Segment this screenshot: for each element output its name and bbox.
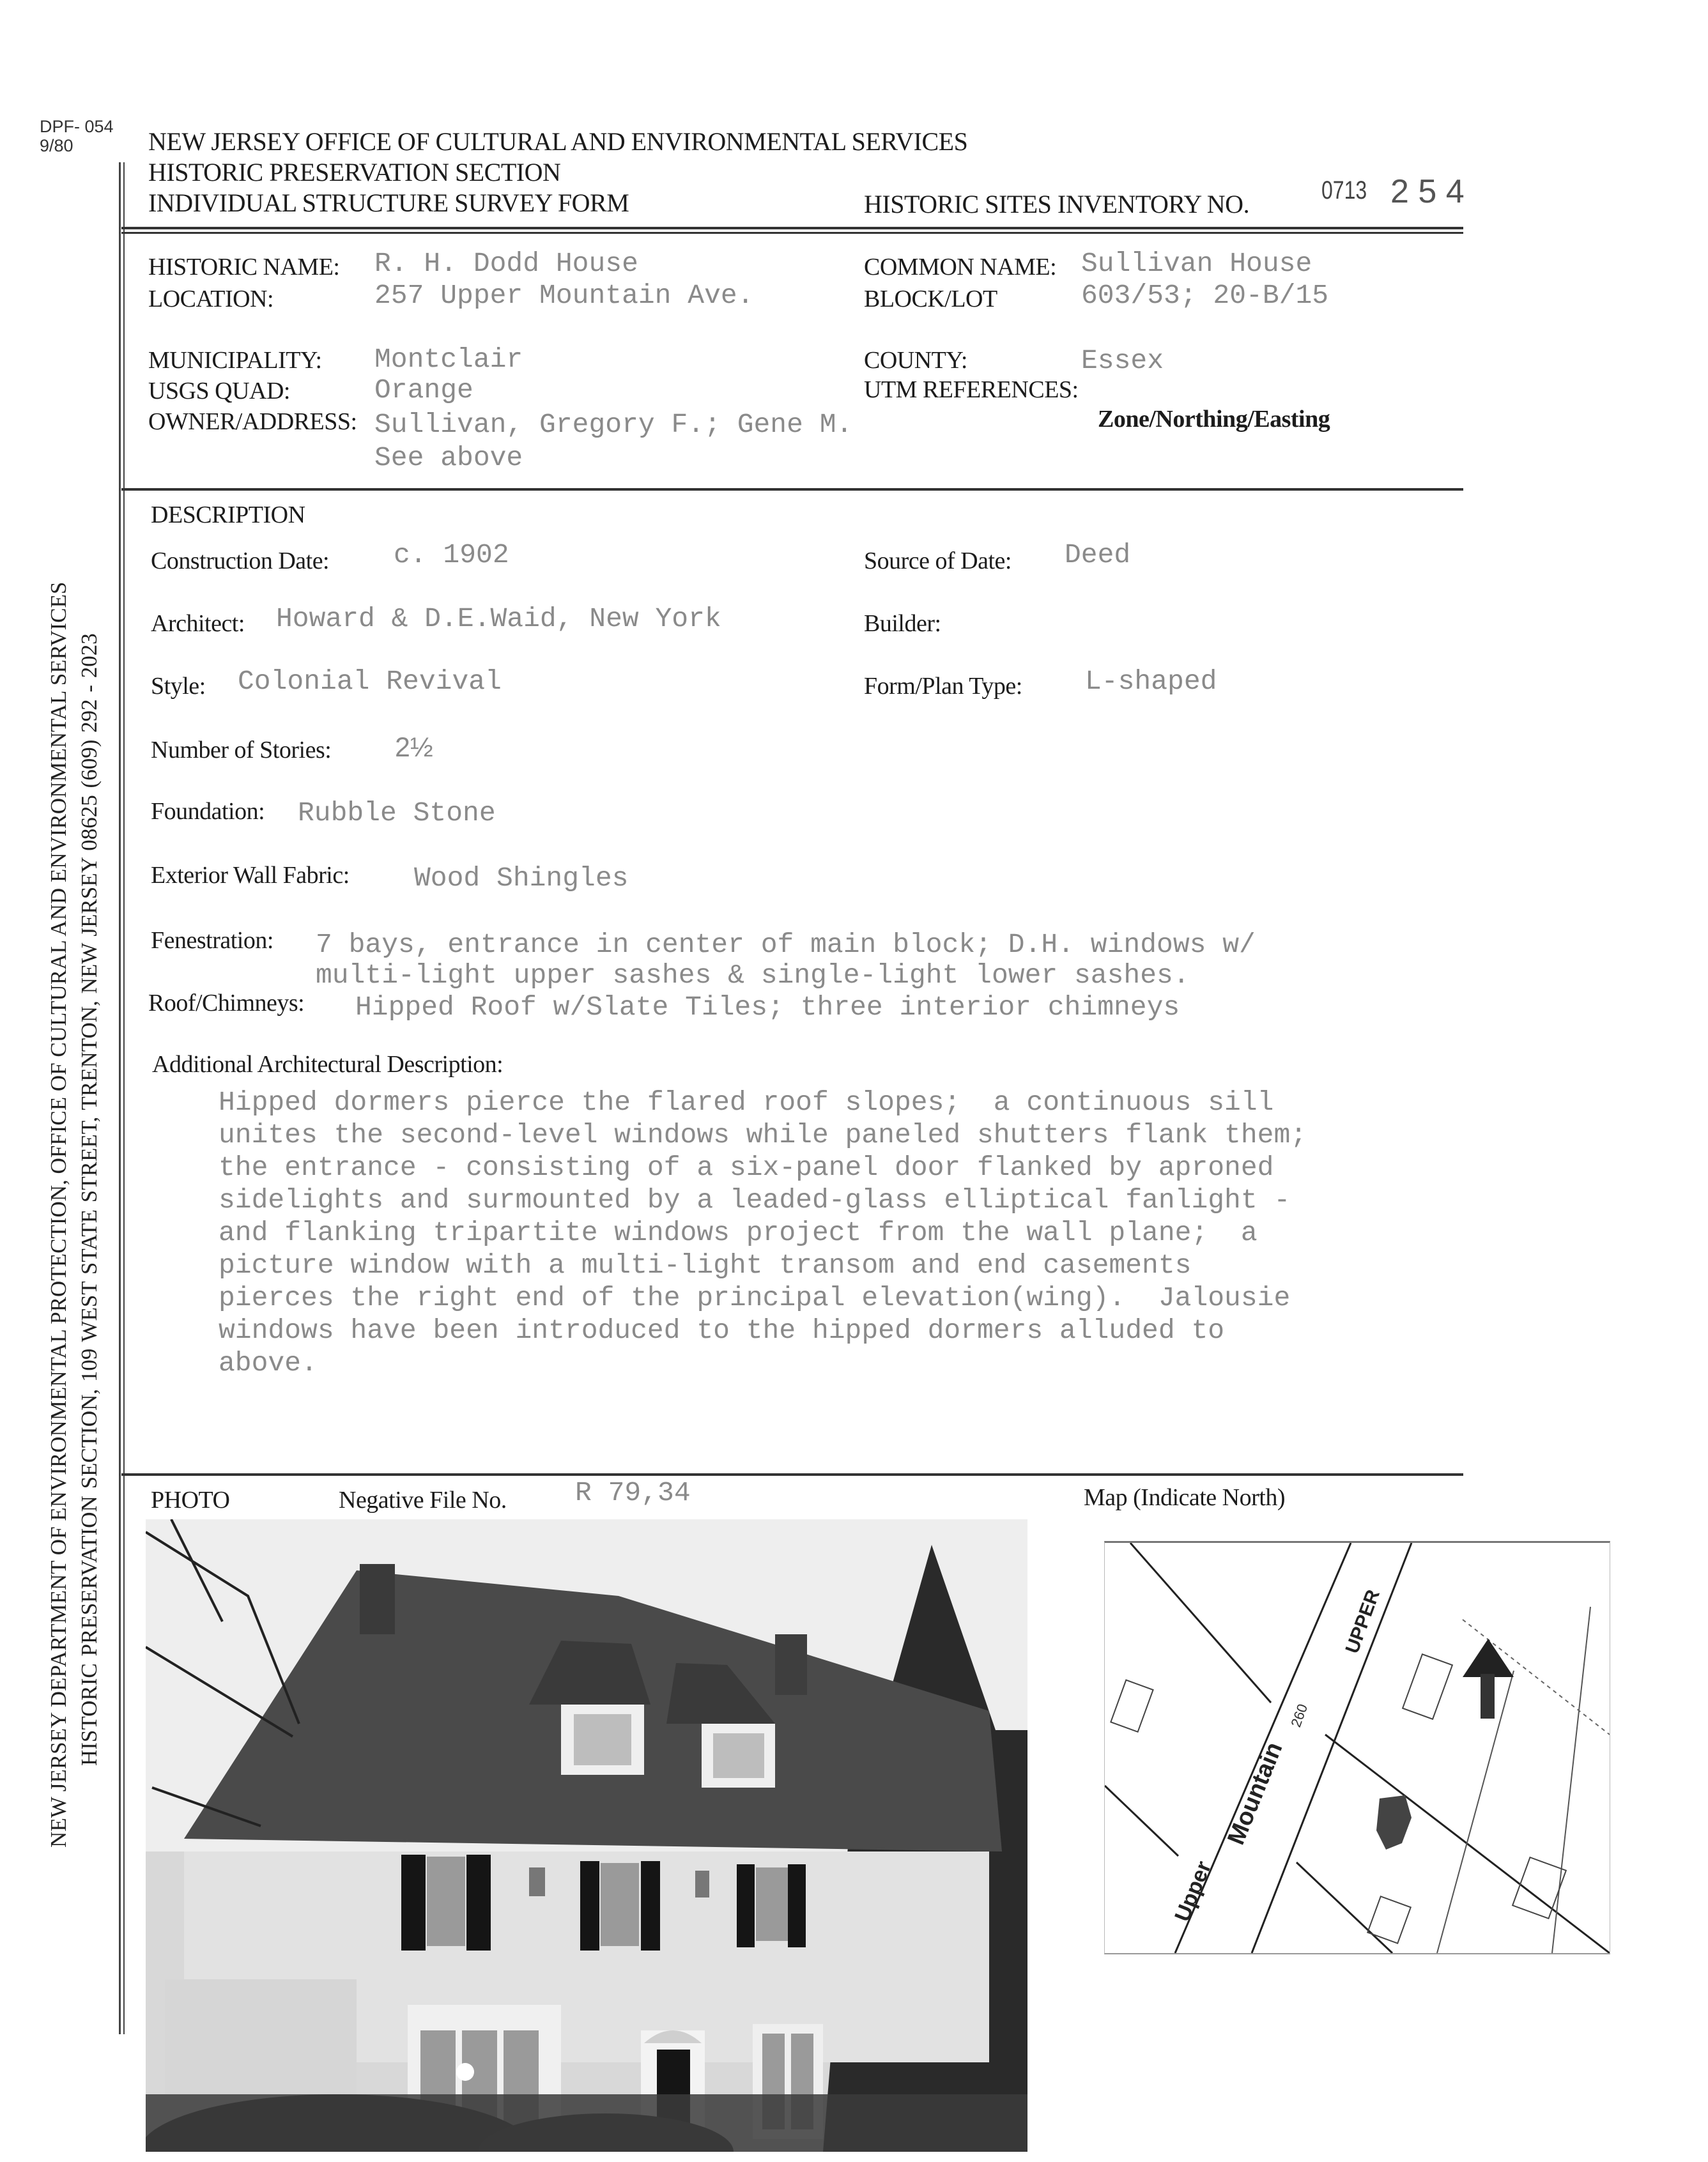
inventory-prefix: 0713 [1321,176,1367,204]
county-label: COUNTY: [864,347,967,374]
description-line: pierces the right end of the principal elevation(wing). Jalousie [219,1282,1291,1314]
house-photo [146,1519,1027,2152]
additional-description-label: Additional Architectural Description: [152,1051,504,1078]
photo-label: PHOTO [151,1487,230,1514]
historic-name-value: R. H. Dodd House [374,248,638,279]
source-of-date-value: Deed [1065,539,1131,571]
roof-chimneys-value: Hipped Roof w/Slate Tiles; three interior chimneys [355,992,1180,1023]
block-lot-label: BLOCK/LOT [864,286,997,312]
architect-value: Howard & D.E.Waid, New York [276,603,721,634]
form-code [40,117,114,155]
inventory-label: HISTORIC SITES INVENTORY NO. [864,190,1250,218]
stories-label: Number of Stories: [151,737,332,763]
municipality-label: MUNICIPALITY: [148,347,322,374]
map-street-name-mountain: Mountain [1222,1738,1288,1849]
owner-value: Sullivan, Gregory F.; Gene M. [374,409,853,440]
form-code-number: DPF- 054 [40,117,114,136]
description-line: windows have been introduced to the hipped dormers alluded to [219,1315,1225,1346]
description-line: Hipped dormers pierce the flared roof slopes; a continuous sill [219,1087,1274,1118]
photo-map-divider [121,1473,1463,1476]
description-line: picture window with a multi-light transom and end casements [219,1250,1192,1281]
negative-file-number: R 79,34 [575,1477,691,1508]
description-divider [121,488,1463,491]
description-line: and flanking tripartite windows project from the wall plane; a [219,1217,1258,1248]
left-border-rule-inner [123,162,125,2034]
wall-fabric-label: Exterior Wall Fabric: [151,862,350,889]
architect-label: Architect: [151,610,245,637]
map-street-name-upper: Upper [1170,1857,1217,1925]
common-name-label: COMMON NAME: [864,254,1057,280]
form-plan-label: Form/Plan Type: [864,673,1022,700]
map-label: Map (Indicate North) [1084,1484,1285,1511]
wall-fabric-value: Wood Shingles [414,862,629,894]
style-label: Style: [151,673,206,700]
description-line: sidelights and surmounted by a leaded-glass elliptical fanlight - [219,1184,1291,1216]
map-lot-number: 260 [1288,1701,1311,1729]
county-value: Essex [1081,345,1164,376]
roof-chimneys-label: Roof/Chimneys: [148,990,305,1016]
additional-description-text [219,1086,1307,1379]
stories-value: 2½ [395,732,433,763]
header-divider-2 [121,232,1463,234]
map-drawing [1105,1543,1610,1953]
fenestration-line2: multi-light upper sashes & single-light lower sashes. [316,960,1190,991]
usgs-quad-value: Orange [374,374,473,406]
location-value: 257 Upper Mountain Ave. [374,280,754,311]
builder-label: Builder: [864,610,941,637]
section-title: HISTORIC PRESERVATION SECTION [148,158,561,187]
form-title: INDIVIDUAL STRUCTURE SURVEY FORM [148,188,629,217]
left-border-rule [119,162,121,2034]
block-lot-value: 603/53; 20-B/15 [1081,280,1329,311]
inventory-number: 2 5 4 [1390,173,1465,210]
construction-date-label: Construction Date: [151,548,330,574]
common-name-value: Sullivan House [1081,248,1312,279]
house-photo-image [146,1519,1027,2152]
foundation-label: Foundation: [151,798,265,825]
agency-title: NEW JERSEY OFFICE OF CULTURAL AND ENVIRONMENTAL SERVICES [148,127,968,156]
utm-label: UTM REFERENCES: [864,376,1079,403]
north-arrow-icon [1463,1639,1514,1677]
negative-file-label: Negative File No. [339,1487,507,1514]
utm-sub-label: Zone/Northing/Easting [1098,406,1330,433]
header-divider [121,227,1463,229]
map-street-upper-label: UPPER [1341,1586,1384,1657]
form-plan-value: L-shaped [1085,666,1217,697]
construction-date-value: c. 1902 [394,539,509,571]
description-line: the entrance - consisting of a six-panel door flanked by aproned [219,1152,1274,1183]
foundation-value: Rubble Stone [298,797,496,829]
location-label: LOCATION: [148,286,274,312]
style-value: Colonial Revival [238,666,502,697]
location-map [1104,1541,1610,1954]
form-revision: 9/80 [40,136,73,155]
sidebar-department-text: NEW JERSEY DEPARTMENT OF ENVIRONMENTAL PROTECTION, OFFICE OF CULTURAL AND ENVIRONMENTAL SERVICES [46,581,71,1848]
description-line: above. [219,1347,318,1379]
description-line: unites the second-level windows while paneled shutters flank them; [219,1119,1307,1151]
municipality-value: Montclair [374,344,523,375]
fenestration-line1: 7 bays, entrance in center of main block; D.H. windows w/ [316,929,1256,960]
source-of-date-label: Source of Date: [864,548,1012,574]
fenestration-label: Fenestration: [151,927,273,954]
historic-name-label: HISTORIC NAME: [148,254,340,280]
owner-label: OWNER/ADDRESS: [148,408,357,435]
usgs-quad-label: USGS QUAD: [148,378,290,404]
sidebar-address-text: HISTORIC PRESERVATION SECTION, 109 WEST STATE STREET, TRENTON, NEW JERSEY 08625 (609) 292 - 2023 [77,633,102,1766]
owner-address-value: See above [374,442,523,473]
description-heading: DESCRIPTION [151,502,305,528]
